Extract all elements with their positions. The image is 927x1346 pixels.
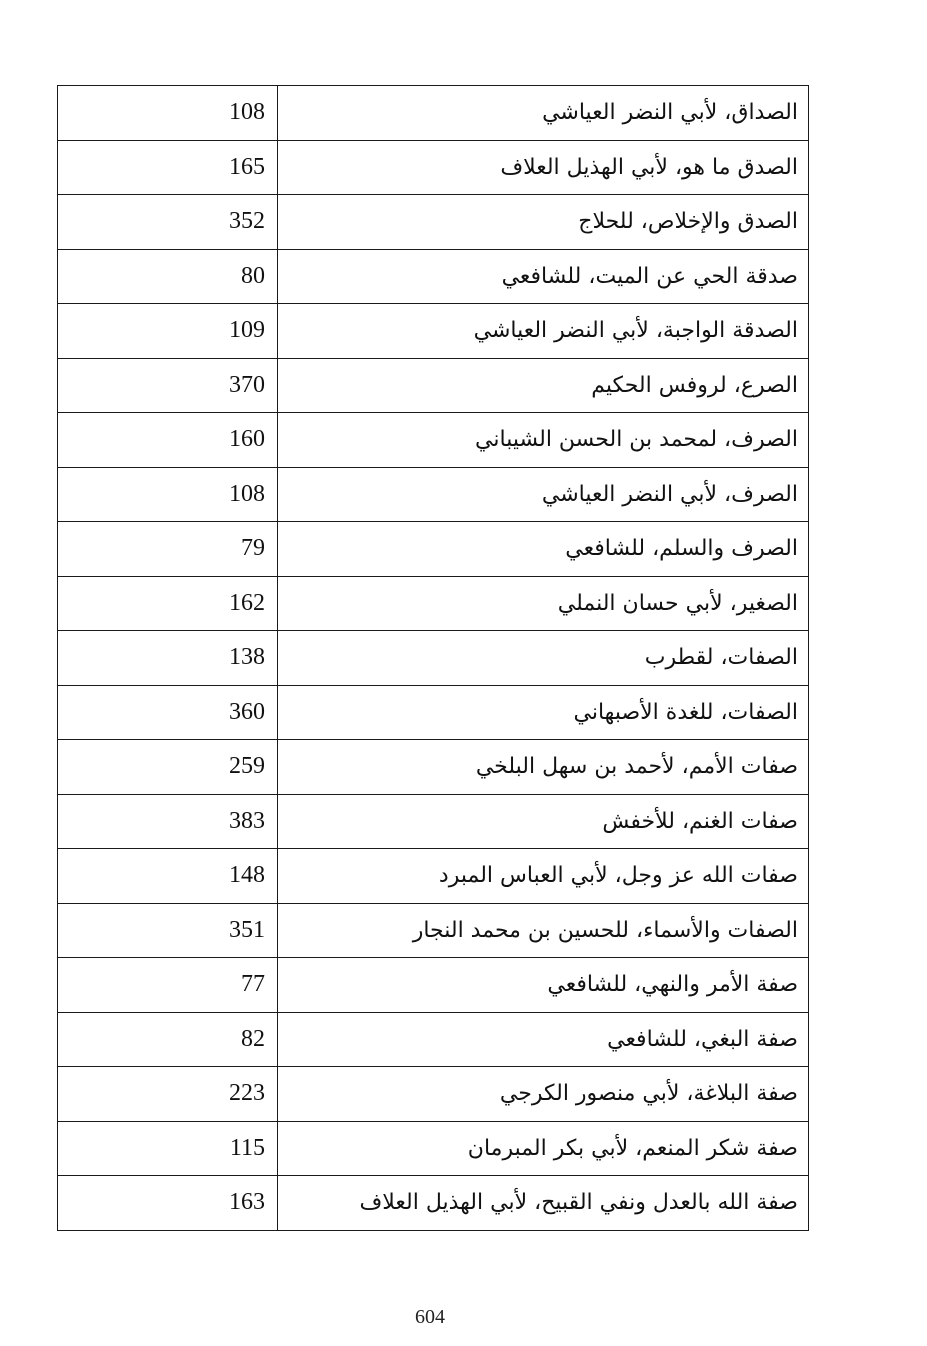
entry-title: صفة البغي، للشافعي	[278, 1012, 809, 1067]
entry-page-number: 351	[58, 903, 278, 958]
entry-title: الصفات والأسماء، للحسين بن محمد النجار	[278, 903, 809, 958]
table-row	[58, 685, 809, 740]
entry-title: الصدق والإخلاص، للحلاج	[278, 195, 809, 250]
entry-title: صفات الغنم، للأخفش	[278, 794, 809, 849]
table-row	[58, 413, 809, 468]
index-table-body	[58, 86, 809, 1231]
table-row	[58, 903, 809, 958]
entry-page-number: 383	[58, 794, 278, 849]
entry-page-number: 77	[58, 958, 278, 1013]
entry-page-number: 115	[58, 1121, 278, 1176]
table-row	[58, 467, 809, 522]
entry-title: الصداق، لأبي النضر العياشي	[278, 86, 809, 141]
entry-title: صفة شكر المنعم، لأبي بكر المبرمان	[278, 1121, 809, 1176]
entry-title: صفة الله بالعدل ونفي القبيح، لأبي الهذيل العلاف	[278, 1176, 809, 1231]
entry-page-number: 108	[58, 467, 278, 522]
entry-title: الصرف، لمحمد بن الحسن الشيباني	[278, 413, 809, 468]
entry-title: الصدقة الواجبة، لأبي النضر العياشي	[278, 304, 809, 359]
table-row	[58, 140, 809, 195]
entry-title: صدقة الحي عن الميت، للشافعي	[278, 249, 809, 304]
entry-title: صفة الأمر والنهي، للشافعي	[278, 958, 809, 1013]
table-row	[58, 358, 809, 413]
entry-page-number: 223	[58, 1067, 278, 1122]
entry-title: الصفات، للغدة الأصبهاني	[278, 685, 809, 740]
entry-page-number: 360	[58, 685, 278, 740]
table-row	[58, 86, 809, 141]
table-row	[58, 849, 809, 904]
table-row	[58, 576, 809, 631]
table-row	[58, 631, 809, 686]
table-row	[58, 1176, 809, 1231]
table-row	[58, 740, 809, 795]
table-row	[58, 1067, 809, 1122]
entry-title: الصدق ما هو، لأبي الهذيل العلاف	[278, 140, 809, 195]
entry-page-number: 162	[58, 576, 278, 631]
entry-page-number: 148	[58, 849, 278, 904]
table-row	[58, 195, 809, 250]
entry-title: صفات الله عز وجل، لأبي العباس المبرد	[278, 849, 809, 904]
entry-page-number: 370	[58, 358, 278, 413]
table-row	[58, 794, 809, 849]
entry-title: صفات الأمم، لأحمد بن سهل البلخي	[278, 740, 809, 795]
page-number: 604	[415, 1306, 445, 1328]
entry-title: الصفات، لقطرب	[278, 631, 809, 686]
entry-page-number: 82	[58, 1012, 278, 1067]
table-row	[58, 522, 809, 577]
entry-page-number: 109	[58, 304, 278, 359]
entry-title: الصرع، لروفس الحكيم	[278, 358, 809, 413]
entry-title: الصرف، لأبي النضر العياشي	[278, 467, 809, 522]
entry-page-number: 138	[58, 631, 278, 686]
entry-page-number: 108	[58, 86, 278, 141]
entry-title: الصرف والسلم، للشافعي	[278, 522, 809, 577]
entry-page-number: 163	[58, 1176, 278, 1231]
table-row	[58, 1012, 809, 1067]
index-table	[57, 85, 809, 1231]
table-row	[58, 249, 809, 304]
entry-page-number: 80	[58, 249, 278, 304]
entry-page-number: 259	[58, 740, 278, 795]
table-row	[58, 304, 809, 359]
entry-title: الصغير، لأبي حسان النملي	[278, 576, 809, 631]
entry-title: صفة البلاغة، لأبي منصور الكرجي	[278, 1067, 809, 1122]
entry-page-number: 160	[58, 413, 278, 468]
entry-page-number: 165	[58, 140, 278, 195]
table-row	[58, 958, 809, 1013]
table-row	[58, 1121, 809, 1176]
entry-page-number: 79	[58, 522, 278, 577]
entry-page-number: 352	[58, 195, 278, 250]
